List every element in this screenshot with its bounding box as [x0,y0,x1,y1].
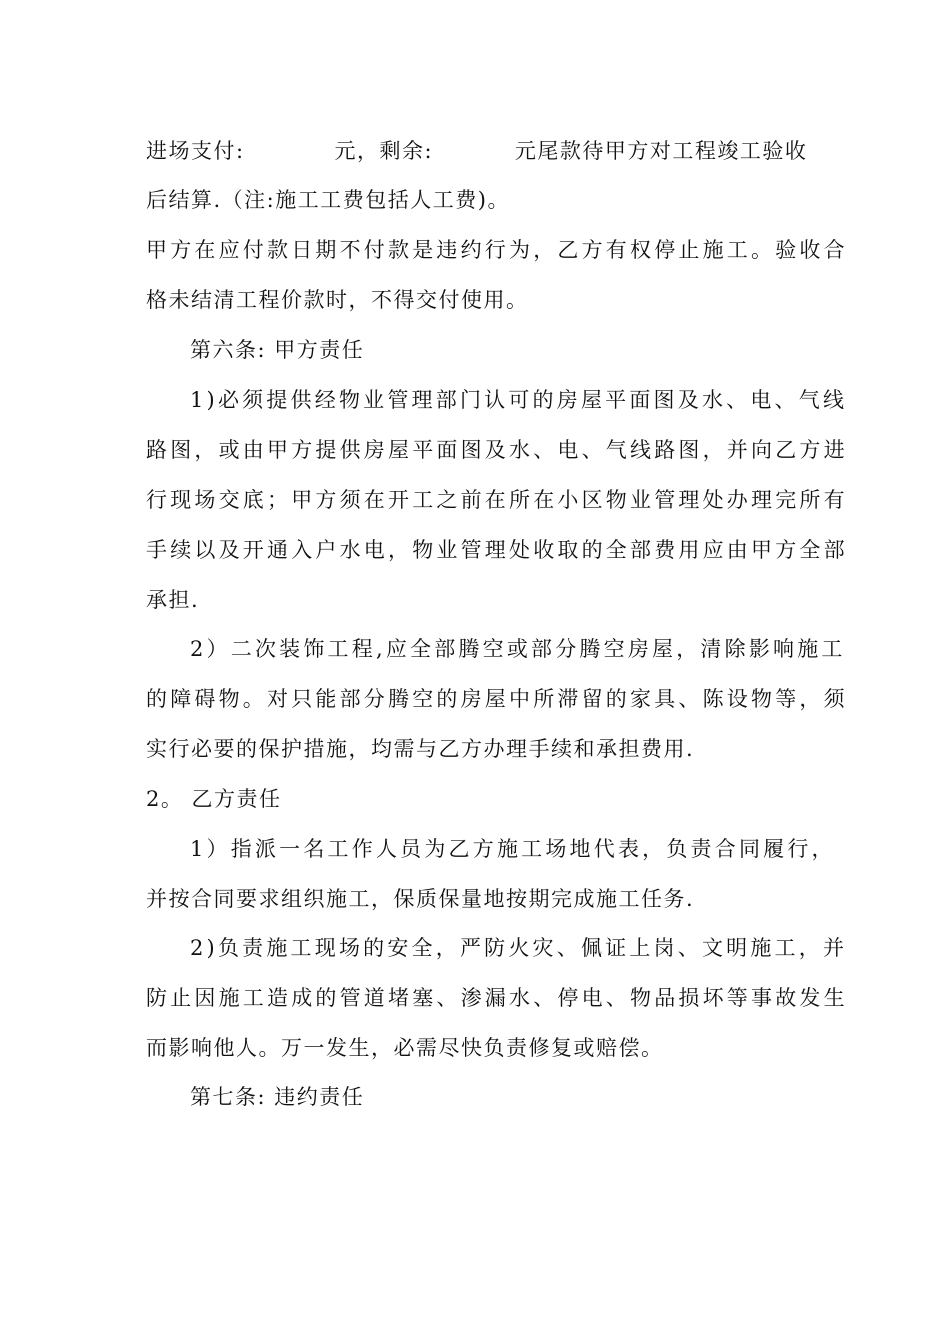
party-a-duty-1-line-5: 承担. [146,588,200,612]
party-b-heading: 2。 乙方责任 [146,787,282,811]
party-a-duty-1-line-3: 行现场交底；甲方须在开工之前在所在小区物业管理处办理完所有 [146,488,848,512]
breach-payment-line: 甲方在应付款日期不付款是违约行为，乙方有权停止施工。验收合 [146,238,848,262]
party-b-duty-2-line-1: 2)负责施工现场的安全，严防火灾、佩证上岗、文明施工，并 [190,936,848,960]
party-a-duty-1-line-2: 路图，或由甲方提供房屋平面图及水、电、气线路图，并向乙方进 [146,438,848,462]
delivery-condition-line: 格未结清工程价款时，不得交付使用。 [146,288,529,312]
party-a-duty-1-line-1: 1)必须提供经物业管理部门认可的房屋平面图及水、电、气线 [190,388,848,412]
party-b-duty-2-line-2: 防止因施工造成的管道堵塞、渗漏水、停电、物品损坏等事故发生 [146,986,848,1010]
party-a-duty-1-line-4: 手续以及开通入户水电，物业管理处收取的全部费用应由甲方全部 [146,538,848,562]
settlement-note-line: 后结算.（注:施工工费包括人工费)。 [146,188,510,212]
article-seven-heading: 第七条: 违约责任 [190,1085,365,1109]
party-a-duty-2-line-2: 的障碍物。对只能部分腾空的房屋中所滞留的家具、陈设物等，须 [146,687,848,711]
payment-line: 进场支付: 元，剩余: 元尾款待甲方对工程竣工验收 [146,139,808,163]
party-a-duty-2-line-3: 实行必要的保护措施，均需与乙方办理手续和承担费用. [146,737,695,761]
article-six-heading: 第六条: 甲方责任 [190,338,365,362]
party-b-duty-1-line-2: 并按合同要求组织施工，保质保量地按期完成施工任务. [146,887,695,911]
party-b-duty-1-line-1: 1）指派一名工作人员为乙方施工场地代表，负责合同履行， [190,837,836,861]
party-b-duty-2-line-3: 而影响他人。万一发生，必需尽快负责修复或赔偿。 [146,1036,664,1060]
party-a-duty-2-line-1: 2）二次装饰工程,应全部腾空或部分腾空房屋，清除影响施工 [190,637,846,661]
